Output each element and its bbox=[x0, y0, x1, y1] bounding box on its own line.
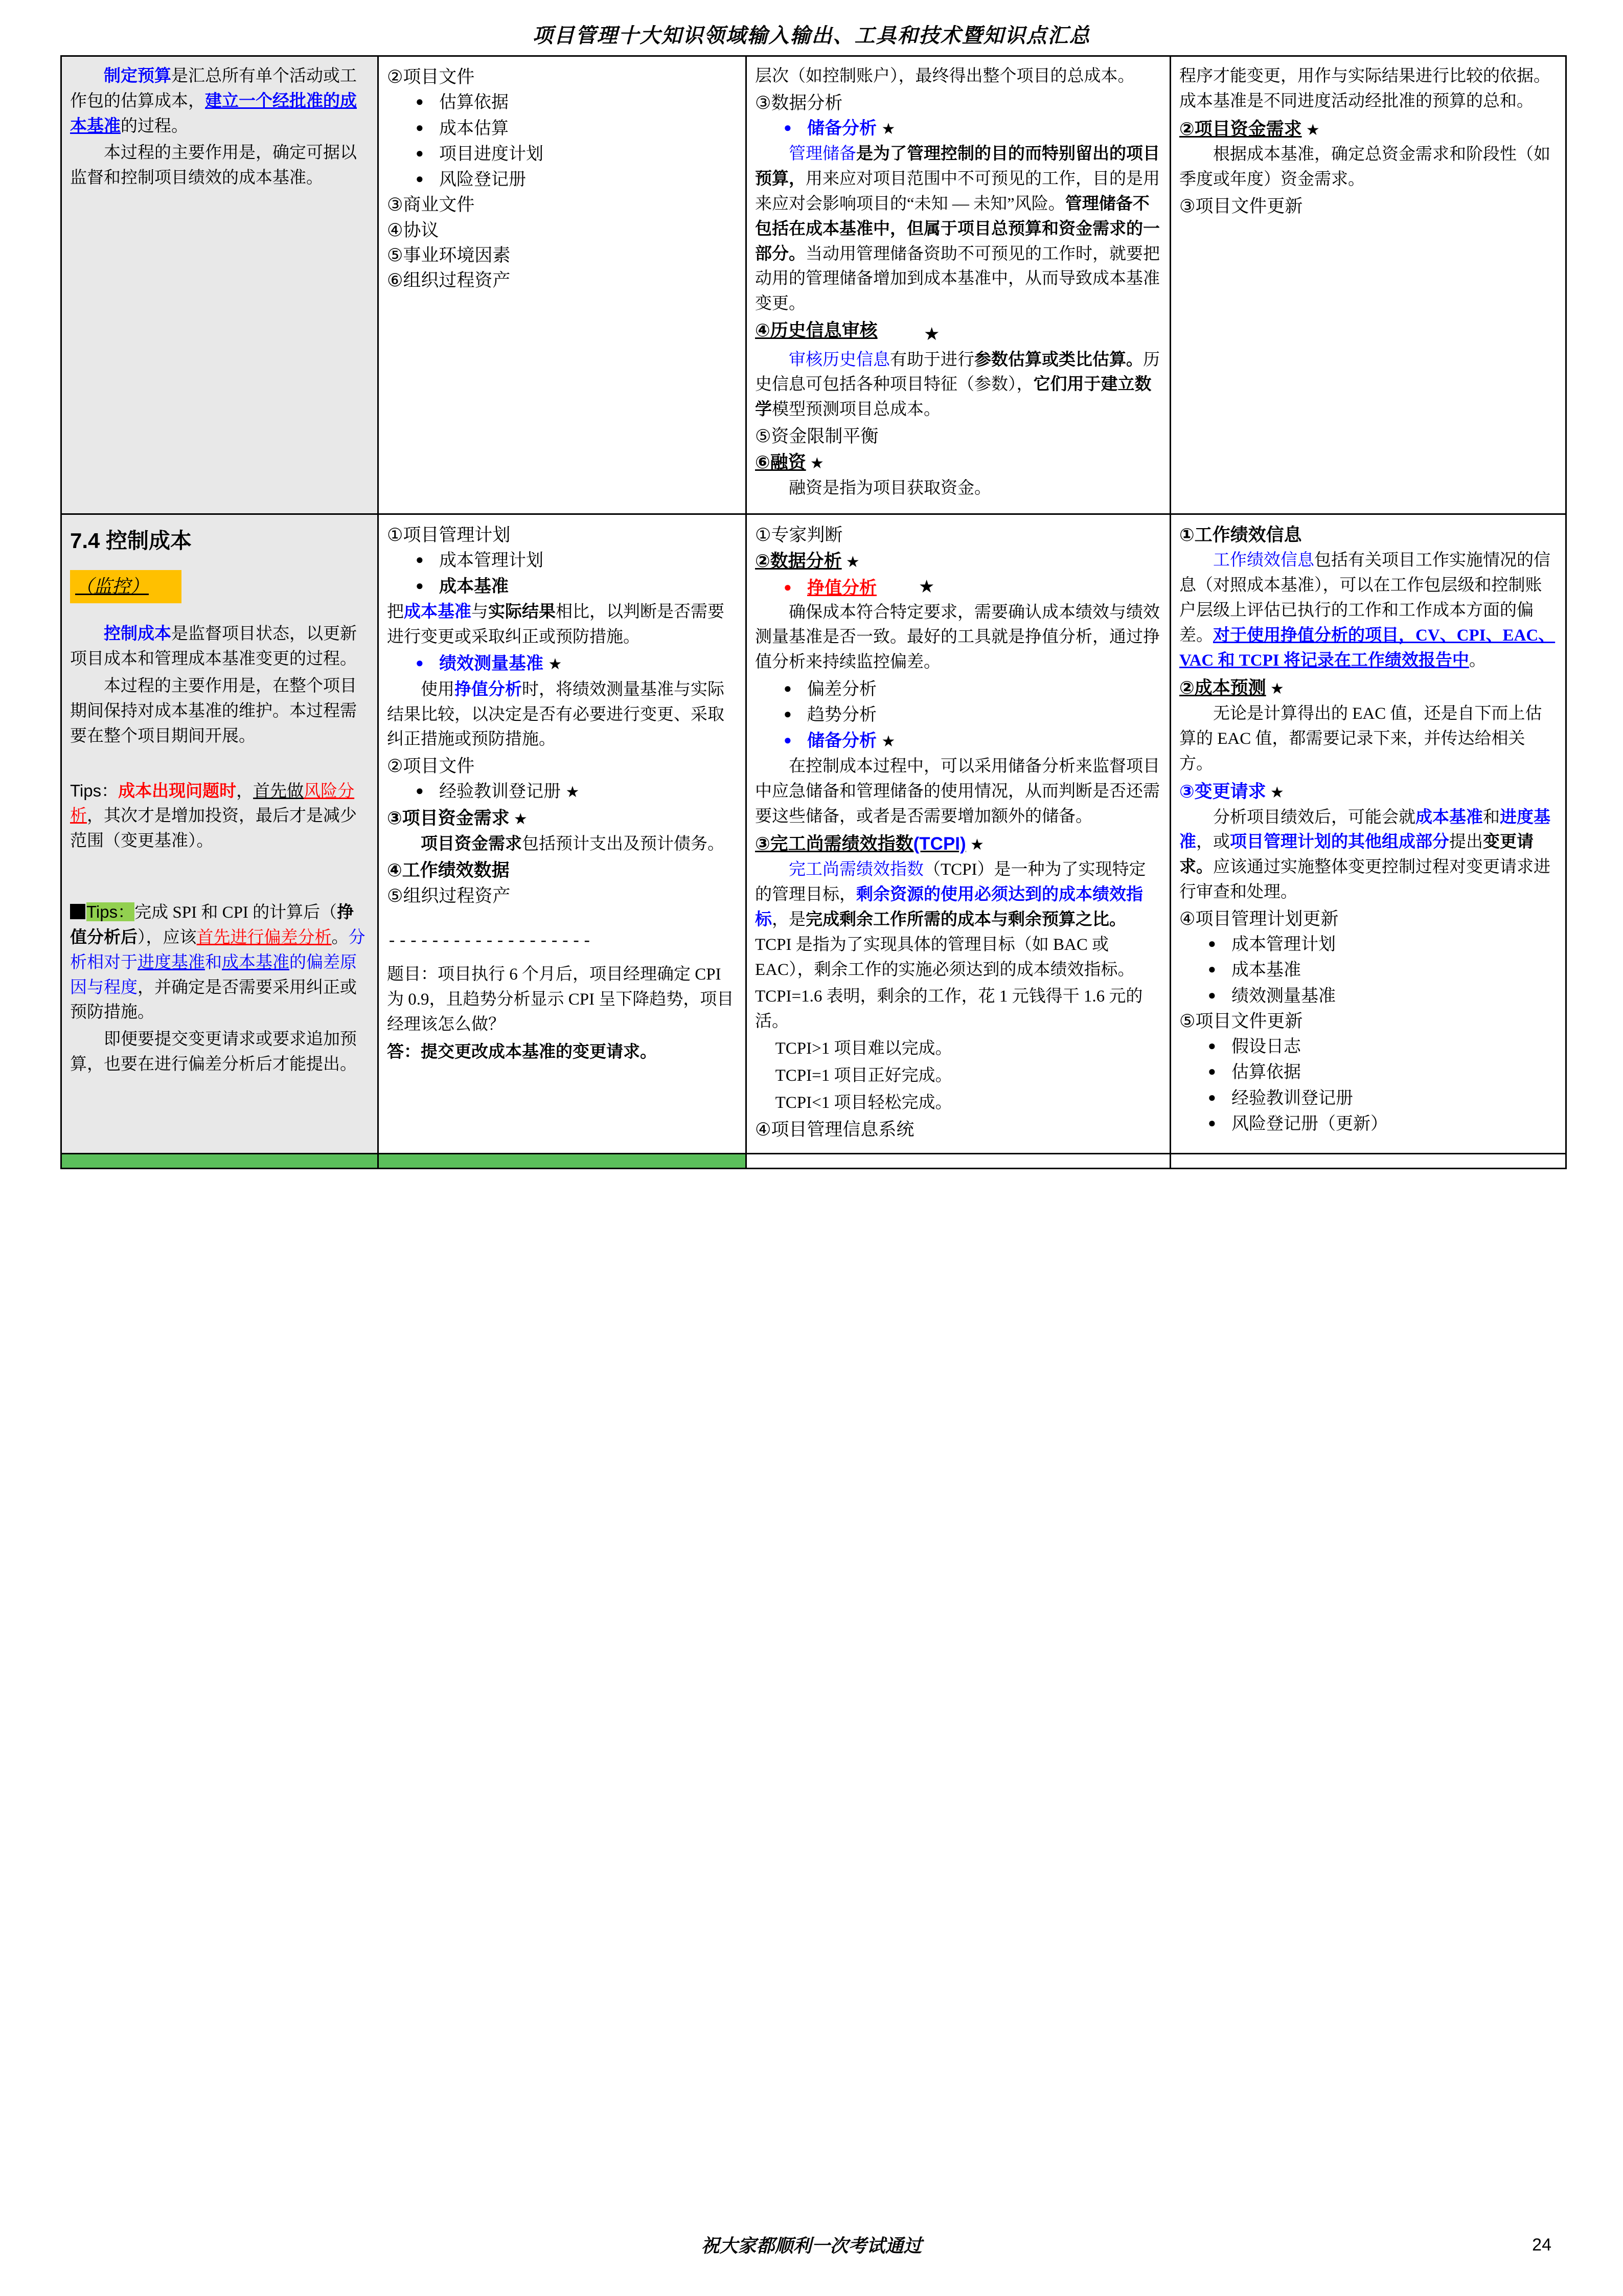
input-item-6: ⑥组织过程资产 bbox=[387, 270, 511, 291]
star-icon: ★ bbox=[513, 810, 528, 828]
tool-item-3-data-analysis: ③数据分析 bbox=[755, 93, 843, 113]
list-item-lessons-learned: ● 经验教训登记册 ★ bbox=[416, 779, 737, 804]
cell-budget-definition bbox=[61, 56, 378, 514]
bottom-bar-segment-1 bbox=[61, 1153, 378, 1168]
cb-actual-result: 实际结果 bbox=[488, 602, 556, 621]
wpi-evm-metrics-link: 对于使用挣值分析的项目，CV、CPI、EAC、VAC 和 TCPI 将记录在工作绩效报告中 bbox=[1179, 626, 1556, 670]
input-item-5: ⑤事业环境因素 bbox=[387, 245, 511, 265]
list-item: ● 风险登记册 bbox=[416, 167, 737, 192]
tool-item-3-tcpi: ③完工尚需绩效指数(TCPI) bbox=[755, 834, 966, 854]
cell-control-costs-definition bbox=[61, 514, 378, 1154]
cost-baseline-paragraph bbox=[387, 600, 737, 650]
output-item-3-doc-updates: ③项目文件更新 bbox=[1179, 196, 1303, 217]
reserve-analysis-paragraph bbox=[755, 142, 1161, 316]
question-label: 题目： bbox=[387, 964, 438, 984]
historical-review-paragraph bbox=[755, 348, 1161, 422]
list-item-variance-analysis: ● 偏差分析 bbox=[784, 677, 1161, 701]
tool-item-6-financing: ⑥融资 bbox=[755, 452, 806, 473]
tcpi-t3: TCPI 是指为了实现具体的管理目标（如 BAC 或 EAC），剩余工作的实施必须达到的成本绩效指标。 bbox=[755, 935, 1135, 979]
list-item: ● 项目进度计划 bbox=[416, 142, 737, 166]
tools-continued-text: 层次（如控制账户），最终得出整个项目的总成本。 bbox=[755, 67, 1135, 85]
term-work-performance-info: 工作绩效信息 bbox=[1213, 551, 1314, 570]
hist-t2: 历史信息可包括各种项目特征（参数）， bbox=[755, 350, 1160, 394]
list-item: ● 假设日志 bbox=[1208, 1034, 1557, 1059]
tips2-variance-analysis: 首先进行偏差分析 bbox=[196, 928, 332, 947]
term-tcpi: 完工尚需绩效指数 bbox=[789, 860, 924, 879]
answer-text: 提交更改成本基准的变更请求。 bbox=[421, 1041, 657, 1061]
change-request-paragraph bbox=[1179, 805, 1557, 905]
input-item-5-opa: ⑤组织过程资产 bbox=[387, 885, 511, 906]
star-icon: ★ bbox=[1306, 121, 1320, 139]
spacer bbox=[70, 608, 369, 622]
reserve-rest-1: 用来应对项目范围中不可预见的工作，目的是用来应对会影响项目的“未知 — 未知”风险。 bbox=[755, 170, 1160, 213]
answer-label: 答： bbox=[387, 1041, 421, 1061]
table-row-control-costs bbox=[61, 514, 1566, 1154]
list-item: ● 成本估算 bbox=[416, 116, 737, 141]
star-icon: ★ bbox=[919, 577, 935, 597]
cr-bold: 变更请求。 bbox=[1179, 833, 1534, 877]
input-item-4-work-performance-data: ④工作绩效数据 bbox=[387, 860, 510, 881]
separator: ------------------- bbox=[387, 931, 593, 951]
tcpi-less-than-one: TCPI<1 项目轻松完成。 bbox=[775, 1093, 952, 1112]
wpi-t1: 包括有关项目工作实施情况的信息（对照成本基准），可以在工作包层级和控制账户层级上评估已执行的工作和工作成本方面的偏差。 bbox=[1179, 551, 1550, 645]
list-item-performance-measurement-baseline: ● 绩效测量基准 ★ bbox=[416, 651, 737, 676]
bottom-bar-segment-2 bbox=[378, 1153, 746, 1168]
pmb-t2: 时，将绩效测量基准与实际结果比较，以决定是否有必要进行变更、采取纠正措施或预防措施。 bbox=[387, 680, 724, 749]
financing-paragraph: 融资是指为项目获取资金。 bbox=[789, 479, 991, 498]
star-icon: ★ bbox=[881, 733, 896, 750]
black-square-icon bbox=[70, 904, 85, 919]
tips1-rest: ，其次才是增加投资，最后才是减少范围（变更基准）。 bbox=[70, 807, 357, 851]
answer-paragraph bbox=[387, 1039, 737, 1064]
status-badge-monitoring: （监控） bbox=[70, 570, 181, 603]
table-row-determine-budget bbox=[61, 56, 1566, 514]
term-determine-budget: 制定预算 bbox=[104, 67, 171, 85]
data-analysis-bullets bbox=[755, 677, 1161, 753]
cr-t3: ，或 bbox=[1196, 833, 1230, 852]
input-item-2-bullets bbox=[387, 90, 737, 192]
term-review-historical-info: 审核历史信息 bbox=[789, 350, 890, 369]
star-icon: ★ bbox=[1270, 784, 1284, 801]
star-icon: ★ bbox=[924, 324, 940, 345]
tcpi-equal-one: TCPI=1 项目正好完成。 bbox=[775, 1066, 952, 1085]
control-costs-def-rest: 是监督项目状态，以更新项目成本和管理成本基准变更的过程。 bbox=[70, 625, 357, 669]
knowledge-table bbox=[60, 55, 1567, 1169]
pmb-paragraph bbox=[387, 677, 737, 752]
tips2-blue-3: 的偏差原因与程度 bbox=[70, 953, 357, 997]
tcpi-paragraph bbox=[755, 857, 1161, 982]
input-item-3: ③商业文件 bbox=[387, 195, 475, 215]
cr-schedule-baseline: 进度基准 bbox=[1179, 808, 1550, 852]
cell-budget-inputs bbox=[378, 56, 746, 514]
reserve-analysis-control-paragraph: 在控制成本过程中，可以采用储备分析来监督项目中应急储备和管理储备的使用情况，从而判断是否还需要这些储备，或者是否需要增加额外的储备。 bbox=[755, 757, 1160, 826]
tcpi-t2: ，是 bbox=[772, 910, 806, 929]
hist-t1: 有助于进行 bbox=[890, 350, 974, 369]
control-costs-last-paragraph: 即便要提交变更请求或要求追加预算，也要在进行偏差分析后才能提出。 bbox=[70, 1030, 357, 1074]
cell-budget-tools bbox=[746, 56, 1171, 514]
input-item-4: ④协议 bbox=[387, 220, 439, 240]
star-icon: ★ bbox=[810, 455, 824, 472]
tcpi-t1: （TCPI）是一种为了实现特定的管理目标， bbox=[755, 860, 1146, 904]
budget-def-post: 的过程。 bbox=[121, 117, 188, 135]
tips-label-1: Tips： bbox=[70, 781, 119, 800]
cb-t1: 把 bbox=[387, 602, 404, 621]
tcpi-abbrev: (TCPI) bbox=[913, 834, 966, 854]
tips2-schedule-baseline: 进度基准 bbox=[138, 953, 205, 972]
list-item: ● 成本基准 bbox=[1208, 958, 1557, 982]
term-cost-baseline: 成本基准 bbox=[404, 602, 471, 621]
tips-paragraph-1 bbox=[70, 779, 369, 854]
tips-label-2: Tips： bbox=[86, 902, 135, 922]
tool-item-2-data-analysis: ②数据分析 bbox=[755, 551, 842, 572]
hist-b1: 参数估算或类比估算。 bbox=[974, 350, 1143, 369]
budget-def-mid: 是汇总所有单个活动或工作包的估算成本， bbox=[70, 67, 357, 110]
term-control-costs: 控制成本 bbox=[104, 625, 171, 644]
list-item-cost-baseline: ● 成本基准 bbox=[416, 574, 737, 599]
tool-item-5-funding-limit: ⑤资金限制平衡 bbox=[755, 426, 879, 447]
cell-control-costs-inputs bbox=[378, 514, 746, 1154]
output-item-5-project-doc-updates: ⑤项目文件更新 bbox=[1179, 1011, 1303, 1031]
term-earned-value-analysis: 挣值分析 bbox=[454, 680, 522, 699]
question-text: 项目执行 6 个月后，项目经理确定 CPI 为 0.9，且趋势分析显示 CPI 呈下降趋势，项目经理该怎么做？ bbox=[387, 965, 734, 1034]
list-item: ● 成本管理计划 bbox=[1208, 932, 1557, 957]
tips1-underline: 首先做 bbox=[253, 782, 304, 801]
cost-forecast-paragraph: 无论是计算得出的 EAC 值，还是自下而上估算的 EAC 值，都需要记录下来，并传达给相关方。 bbox=[1179, 704, 1542, 773]
budget-definition-paragraph bbox=[70, 64, 369, 139]
star-icon: ★ bbox=[1270, 680, 1284, 698]
footer-note: 祝大家都顺利一次考试通过 bbox=[701, 2236, 922, 2256]
cr-pm-plan-components: 项目管理计划的其他组成部分 bbox=[1230, 833, 1449, 852]
cr-t5: 应该通过实施整体变更控制过程对变更请求进行审查和处理。 bbox=[1179, 858, 1550, 902]
list-item: ● 绩效测量基准 bbox=[1208, 984, 1557, 1008]
tips2-blue-2: 和 bbox=[205, 953, 222, 972]
reserve-bold-2: 管理储备不包括在成本基准中，但属于项目总预算和资金需求的一部分。 bbox=[755, 195, 1160, 263]
bottom-bar-segment-3 bbox=[746, 1153, 1171, 1168]
cr-t2: 和 bbox=[1483, 808, 1500, 827]
project-docs-bullets bbox=[387, 779, 737, 804]
tool-item-4-historical-review: ④历史信息审核 bbox=[755, 321, 878, 341]
input-item-2: ②项目文件 bbox=[387, 67, 475, 87]
tool-item-4-pmis: ④项目管理信息系统 bbox=[755, 1119, 915, 1140]
tips2-text-2: ），应该 bbox=[138, 928, 197, 947]
bottom-bar-segment-4 bbox=[1171, 1153, 1566, 1168]
output-item-2-funding-requirements: ②项目资金需求 bbox=[1179, 119, 1302, 139]
data-analysis-bullet-evm bbox=[755, 576, 1161, 600]
cr-t4: 提出 bbox=[1449, 833, 1483, 852]
list-item-earned-value-analysis: ● 挣值分析 bbox=[784, 576, 1161, 600]
list-item: ● 风险登记册（更新） bbox=[1208, 1111, 1557, 1136]
star-icon: ★ bbox=[548, 656, 562, 673]
list-item-reserve-analysis: ● 储备分析 ★ bbox=[784, 729, 1161, 753]
outputs-continued-text: 程序才能变更，用作与实际结果进行比较的依据。成本基准是不同进度活动经批准的预算的总和。 bbox=[1179, 67, 1550, 110]
cb-t3: 相比，以判断是否需要进行变更或采取纠正或预防措施。 bbox=[387, 602, 724, 646]
hist-b2: 它们用于建立数学 bbox=[755, 375, 1152, 419]
tool-item-1-expert-judgment: ①专家判断 bbox=[755, 525, 843, 545]
list-item-reserve-analysis: ● 储备分析 ★ bbox=[784, 116, 1161, 141]
page-title: 项目管理十大知识领域输入输出、工具和技术暨知识点汇总 bbox=[532, 24, 1091, 47]
star-icon: ★ bbox=[881, 121, 896, 138]
tips-paragraph-2 bbox=[70, 900, 369, 1025]
tips1-risk-analysis: 风险分析 bbox=[70, 782, 355, 826]
cb-t2: 与 bbox=[471, 602, 488, 621]
funding-requirements-input-paragraph bbox=[387, 832, 737, 857]
list-item: ● 估算依据 bbox=[1208, 1060, 1557, 1084]
input-item-2-project-docs: ②项目文件 bbox=[387, 756, 475, 777]
spacer bbox=[70, 751, 369, 779]
tips1-mid: ， bbox=[236, 782, 254, 801]
control-costs-definition-paragraph bbox=[70, 622, 369, 672]
cell-budget-outputs bbox=[1171, 56, 1566, 514]
pm-plan-update-bullets bbox=[1179, 932, 1557, 1008]
output-item-4-pm-plan-updates: ④项目管理计划更新 bbox=[1179, 908, 1339, 929]
pmb-bullet bbox=[387, 651, 737, 676]
tips2-text-3: 。 bbox=[331, 928, 349, 947]
star-icon: ★ bbox=[845, 554, 860, 571]
output-item-1-work-performance-info: ①工作绩效信息 bbox=[1179, 525, 1302, 545]
tcpi-equation-text: TCPI=1.6 表明，剩余的工作，花 1 元钱得干 1.6 元的活。 bbox=[755, 987, 1143, 1031]
question-paragraph bbox=[387, 962, 737, 1037]
spacer bbox=[70, 856, 369, 900]
tips1-red: 成本出现问题时 bbox=[118, 782, 237, 801]
funding-requirements-paragraph: 根据成本基准，确定总资金需求和阶段性（如季度或年度）资金需求。 bbox=[1179, 145, 1550, 189]
cr-cost-baseline: 成本基准 bbox=[1415, 808, 1483, 827]
reserve-bold-1: 是为了管理控制的目的而特别留出的项目预算， bbox=[755, 145, 1160, 189]
hist-t3: 模型预测项目总成本。 bbox=[772, 400, 941, 419]
budget-purpose-paragraph: 本过程的主要作用是，确定可据以监督和控制项目绩效的成本基准。 bbox=[70, 144, 357, 188]
section-title-7-4: 7.4 控制成本 bbox=[70, 529, 192, 553]
cell-control-costs-outputs bbox=[1171, 514, 1566, 1154]
wpi-paragraph bbox=[1179, 548, 1557, 673]
list-item: ● 估算依据 bbox=[416, 90, 737, 115]
tips2-text-1: 完成 SPI 和 CPI 的计算后（ bbox=[134, 903, 337, 922]
tips2-cost-baseline: 成本基准 bbox=[222, 953, 289, 972]
reserve-rest-2: 当动用管理储备资助不可预见的工作时，就要把动用的管理储备增加到成本基准中，从而导致成本基准变更。 bbox=[755, 244, 1160, 313]
tips2-text-4: ，并确定是否需要采用纠正或预防措施。 bbox=[70, 978, 357, 1022]
funding-req-term: 项目资金需求 bbox=[421, 834, 522, 853]
tcpi-bold-1: 完成剩余工作所需的成本与剩余预算之比。 bbox=[806, 910, 1126, 929]
funding-req-text: 包括预计支出及预计债务。 bbox=[522, 834, 724, 853]
page-number: 24 bbox=[1532, 2235, 1551, 2255]
term-management-reserve: 管理储备 bbox=[789, 145, 856, 164]
term-cost-baseline-link: 建立一个经批准的成本基准 bbox=[70, 92, 357, 135]
pm-plan-bullets bbox=[387, 548, 737, 599]
list-item-trend-analysis: ● 趋势分析 bbox=[784, 702, 1161, 727]
pmb-t1: 使用 bbox=[421, 680, 454, 699]
star-icon: ★ bbox=[565, 784, 580, 801]
output-item-3-change-requests: ③变更请求 bbox=[1179, 781, 1266, 802]
tcpi-greater-than-one: TCPI>1 项目难以完成。 bbox=[775, 1039, 952, 1058]
control-costs-purpose-paragraph: 本过程的主要作用是，在整个项目期间保持对成本基准的维护。本过程需要在整个项目期间开展。 bbox=[70, 677, 357, 745]
evm-paragraph: 确保成本符合特定要求，需要确认成本绩效与绩效测量基准是否一致。最好的工具就是挣值分析，通过挣值分析来持续监控偏差。 bbox=[755, 603, 1160, 672]
output-item-2-cost-forecast: ②成本预测 bbox=[1179, 678, 1266, 698]
input-item-3-funding-requirements: ③项目资金需求 bbox=[387, 808, 510, 828]
tips2-bold: 挣值分析后 bbox=[70, 903, 354, 947]
bottom-color-bar bbox=[61, 1153, 1566, 1168]
project-doc-update-bullets bbox=[1179, 1034, 1557, 1136]
star-icon: ★ bbox=[970, 836, 984, 854]
tcpi-blue-2: 剩余资源的使用必须达到的成本绩效指标 bbox=[755, 885, 1143, 929]
tips2-blue-1: 分析相对于 bbox=[70, 928, 365, 972]
list-item: ● 成本管理计划 bbox=[416, 548, 737, 573]
wpi-t2: 。 bbox=[1469, 651, 1486, 670]
list-item: ● 经验教训登记册 bbox=[1208, 1086, 1557, 1110]
input-item-1-pm-plan: ①项目管理计划 bbox=[387, 525, 511, 545]
tool-item-3-bullets bbox=[755, 116, 1161, 141]
cr-t1: 分析项目绩效后，可能会就 bbox=[1213, 808, 1415, 827]
cell-control-costs-tools bbox=[746, 514, 1171, 1154]
